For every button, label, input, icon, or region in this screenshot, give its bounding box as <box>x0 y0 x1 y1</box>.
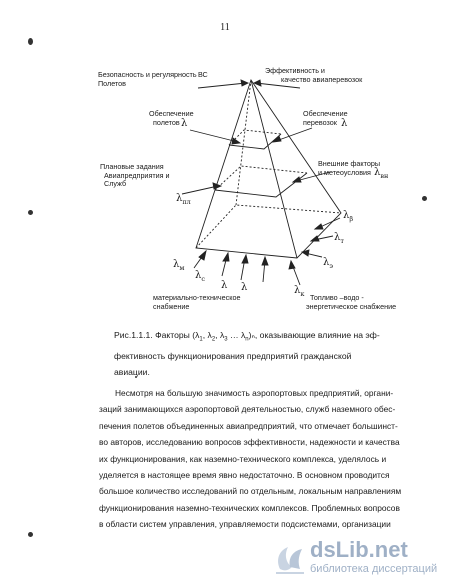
lambda-plans: $\lambda_{пл}$ <box>176 193 191 206</box>
body-paragraph <box>99 385 402 533</box>
lambda-bottom-c: $\lambda_с$ <box>195 270 205 283</box>
label-transport-support: Обеспечение перевозок <box>303 109 348 127</box>
scan-mark <box>28 532 33 537</box>
caption-line-3: авиации. <box>114 366 150 377</box>
body-line: в области систем управления, управляемости подсистемами, организации <box>99 519 391 530</box>
section-level-2 <box>215 173 307 197</box>
label-flight-support: Обеспечение полетов <box>149 109 194 127</box>
body-line: во авторов, исследованию вопросов эффективности, надежности и качества <box>99 437 400 448</box>
body-line: печения полетов объединенных авиапредприятий, что отмечает большинст- <box>99 420 398 431</box>
watermark-name: dsLib.net <box>310 537 408 562</box>
label-fuel: Топливо –водо - энергетическое снабжение <box>306 293 397 311</box>
body-line: уделяется в настоящее время явно недостаточно. В основном проводится <box>99 470 390 481</box>
figure-caption <box>114 327 380 380</box>
label-external: Внешние факторы и метеоусловия <box>318 159 381 177</box>
label-efficiency: Эффективность и качество авиаперевозок <box>265 66 363 84</box>
body-line: Несмотря на большую значимость аэропортовых предприятий, органи- <box>115 388 394 398</box>
label-technical: материально-техническое снабжение <box>153 293 241 311</box>
arrow-flight-support <box>190 130 238 142</box>
caption-line-2: фективность функционирования предприятий гражданской <box>114 350 352 361</box>
arrow-safety <box>198 83 246 88</box>
page-number: 11 <box>220 22 230 33</box>
lambda-bottom-2: λ <box>241 282 248 293</box>
pyramid-front-edge <box>251 80 297 258</box>
body-line: их функционирования, как наземно-технического комплекса, уделялось и <box>99 453 387 464</box>
lambda-external: $\lambda_{вн}$ <box>374 167 389 180</box>
body-line: заций занимающихся аэропортовой деятельностью, служб наземного обес- <box>99 404 396 415</box>
body-line: функционирования наземно-технических комплексов. Проблемных вопросов <box>99 502 400 513</box>
lambda-right-t: $\lambda_т$ <box>334 232 344 245</box>
arrow-transport-support <box>276 128 312 141</box>
label-vs: ВС <box>198 70 208 79</box>
watermark-subtitle: библиотека диссертаций <box>310 563 438 575</box>
caption-line-1: Рис.1.1.1. Факторы ($\lambda_1$, $\lambda_2$, $\lambda_3$ … $\lambda_n)_n$, оказывающие влияние на эф- <box>114 330 380 343</box>
label-safety: Безопасность и регулярность Полетов <box>98 70 197 88</box>
label-plans: Плановые задания Авиапредприятия и Служб <box>100 162 170 189</box>
lambda-bottom-m: $\lambda_м$ <box>173 259 185 272</box>
lambda-transport-support: λ <box>341 118 348 129</box>
lambda-right-e: $\lambda_э$ <box>323 257 333 270</box>
watermark-logo-icon <box>270 539 308 577</box>
body-line: большое количество исследований по отдельным, локальным направлениям <box>99 486 402 497</box>
lambda-right-b: $\lambda_\beta$ <box>343 210 354 223</box>
lambda-flight-support: λ <box>181 118 188 129</box>
lambda-bottom-1: λ <box>221 280 228 291</box>
lambda-bottom-k: $\lambda_к$ <box>294 285 305 298</box>
watermark <box>270 539 446 579</box>
